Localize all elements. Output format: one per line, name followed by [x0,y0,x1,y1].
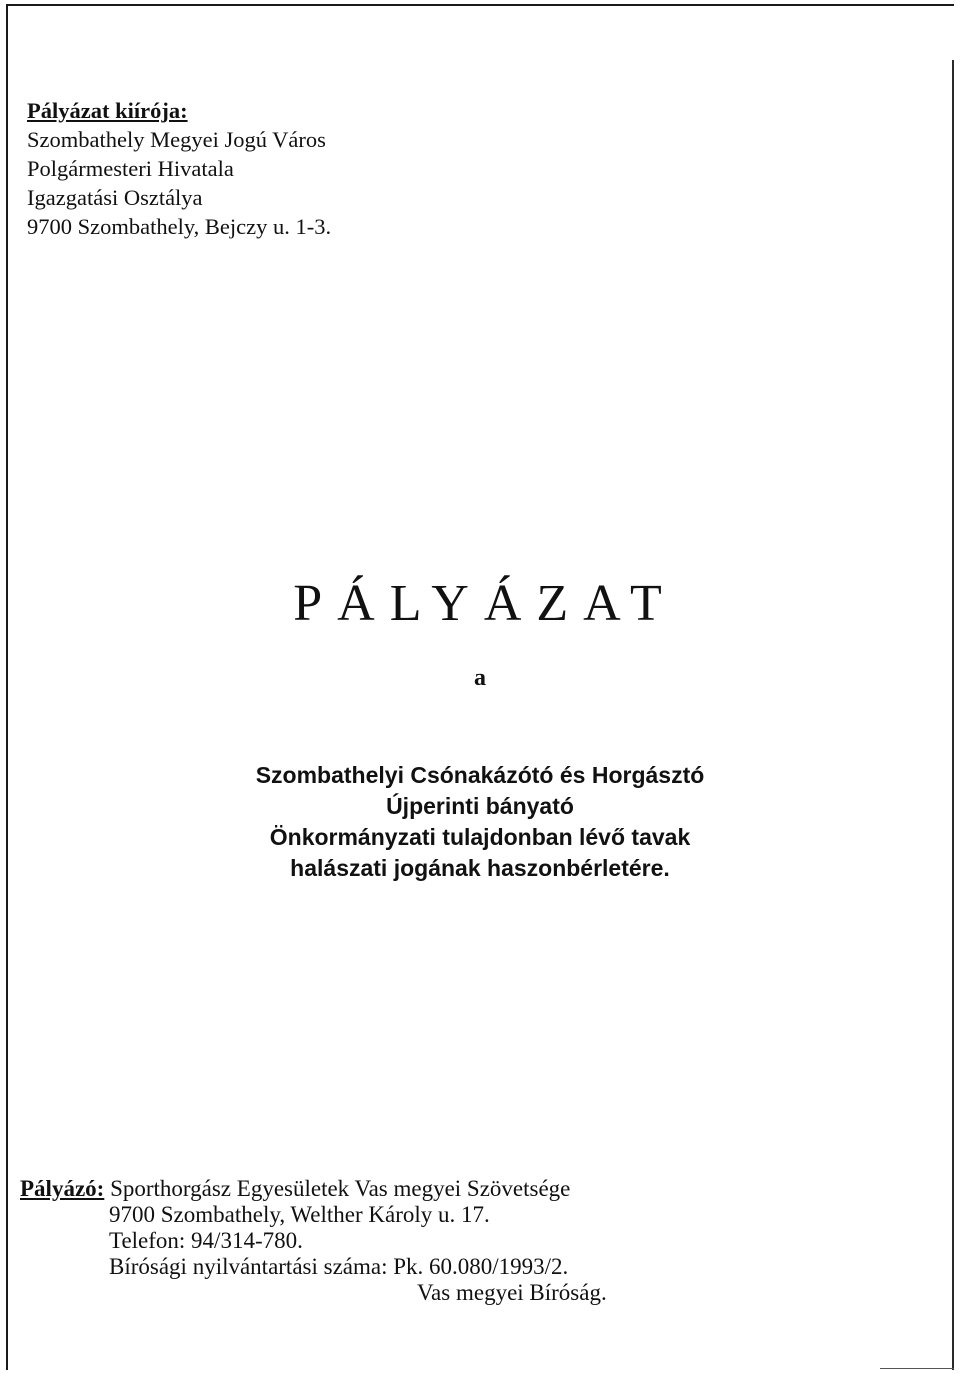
title-text: PÁLYÁZAT [293,575,677,632]
issuer-line: Szombathely Megyei Jogú Város [27,127,326,152]
subject-block [0,760,960,884]
issuer-line: 9700 Szombathely, Bejczy u. 1-3. [27,214,332,239]
subject-line: Újperinti bányató [386,793,574,819]
issuer-line: Igazgatási Osztálya [27,185,203,210]
document-title [0,574,960,634]
applicant-address: 9700 Szombathely, Welther Károly u. 17. [109,1202,490,1227]
issuer-block [27,96,331,241]
scan-border-bottom [880,1368,954,1369]
issuer-label: Pályázat kiírója: [27,98,188,123]
title-article: a [474,665,486,691]
applicant-registry: Bírósági nyilvántartási száma: Pk. 60.080/1993/2. [109,1254,569,1279]
applicant-block [20,1176,607,1306]
subject-line: Szombathelyi Csónakázótó és Horgásztó [255,762,705,788]
applicant-label: Pályázó: [20,1176,105,1201]
subject-line: halászati jogának haszonbérletére. [290,855,670,881]
applicant-court: Vas megyei Bíróság. [417,1280,607,1305]
issuer-line: Polgármesteri Hivatala [27,156,234,181]
scan-border-top [6,4,954,6]
applicant-phone: Telefon: 94/314-780. [109,1228,303,1253]
subject-line: Önkormányzati tulajdonban lévő tavak [269,824,691,850]
applicant-name: Sporthorgász Egyesületek Vas megyei Szövetsége [110,1176,571,1201]
applicant-name-row [20,1176,607,1202]
scan-border-right [952,60,954,1370]
